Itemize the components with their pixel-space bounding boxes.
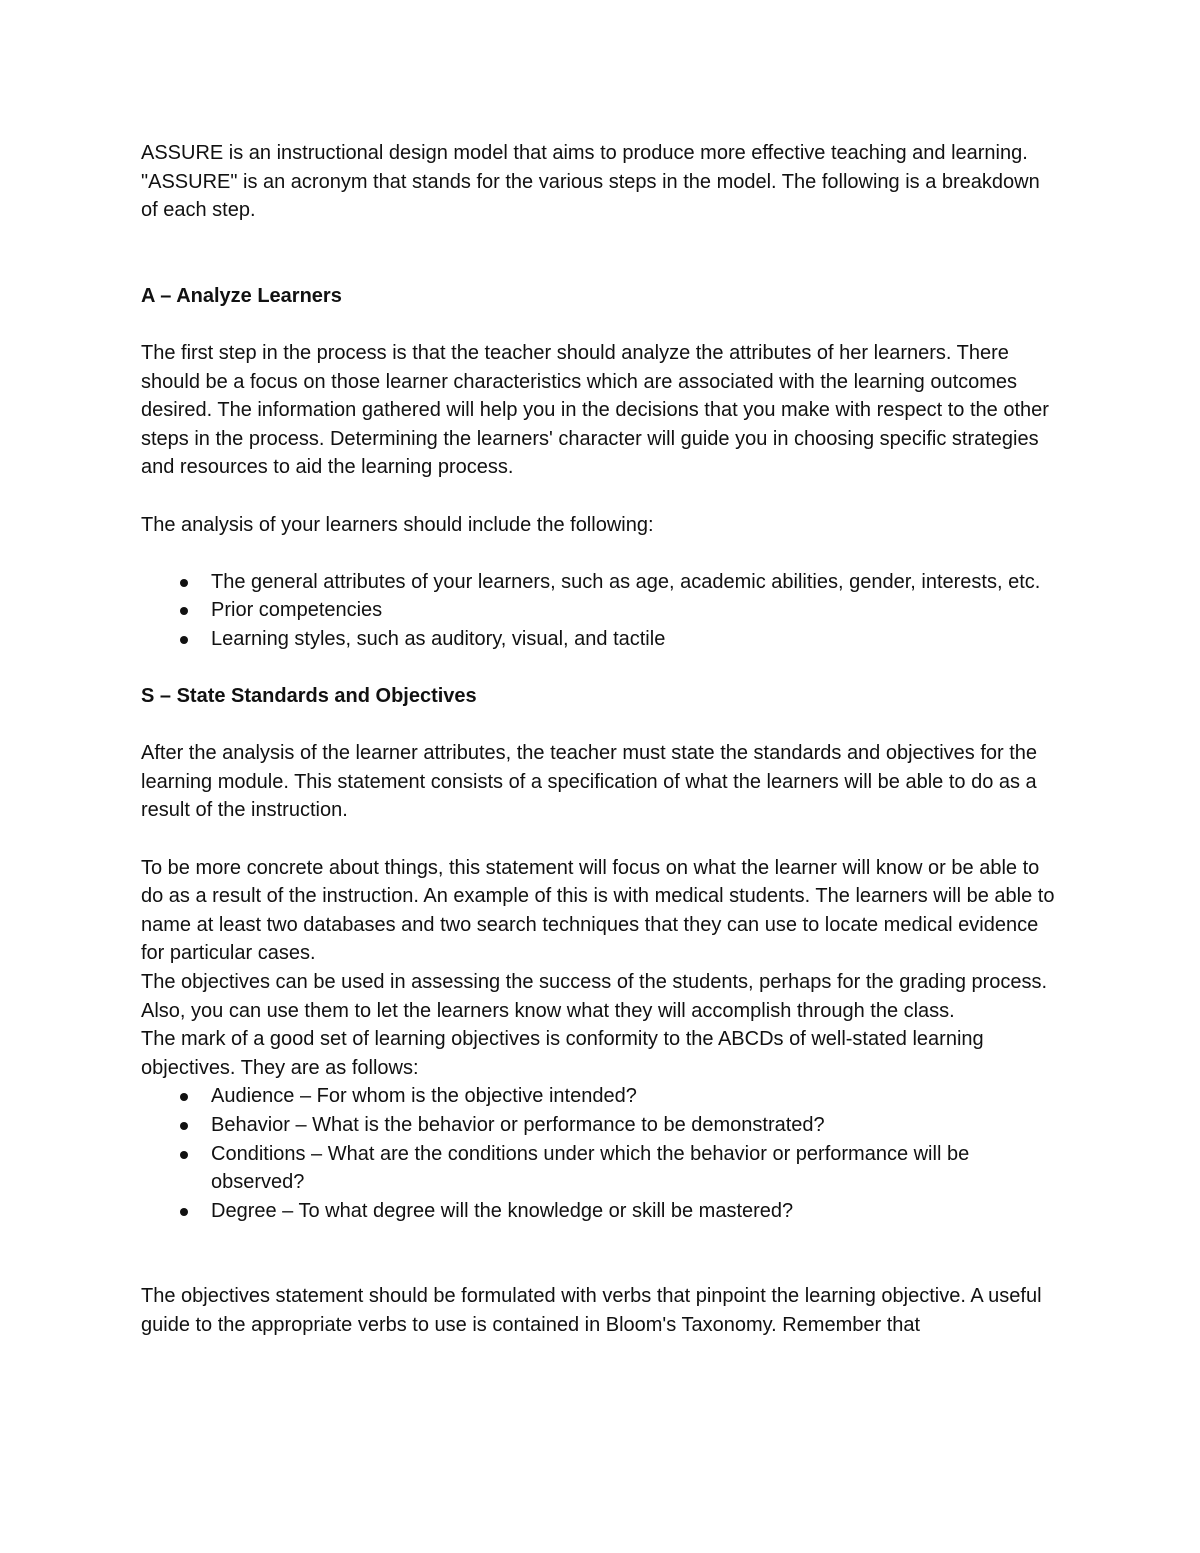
list-item: The general attributes of your learners, such as age, academic abilities, gender, interests, etc. — [141, 568, 1061, 597]
bullet-icon — [180, 1093, 188, 1101]
bullet-icon — [180, 1122, 188, 1130]
bullet-icon — [180, 636, 188, 644]
list-item: Conditions – What are the conditions under which the behavior or performance will be observed? — [141, 1140, 1061, 1197]
objectives-assessment-paragraph: The objectives can be used in assessing the success of the students, perhaps for the grading process. Also, you can use them to let the learners know what they will accomplish through the class. — [141, 971, 1048, 1022]
list-item: Prior competencies — [141, 596, 1061, 625]
state-standards-paragraph: After the analysis of the learner attributes, the teacher must state the standards and objectives for the learning module. This statement consists of a specification of what the learners will be able to do as a result of the instruction. — [141, 742, 1038, 822]
list-item: Audience – For whom is the objective intended? — [141, 1082, 1061, 1111]
intro-paragraph: ASSURE is an instructional design model that aims to produce more effective teaching and learning. "ASSURE" is an acronym that stands for the various steps in the model. The following is a breakdown of each step. — [141, 142, 1040, 222]
bullet-icon — [180, 1151, 188, 1159]
section-heading-state-standards: S – State Standards and Objectives — [141, 685, 477, 708]
concrete-example-paragraph: To be more concrete about things, this statement will focus on what the learner will know or be able to do as a result of the instruction. An example of this is with medical students. The learners will be able to name at least two databases and two search techniques that they can use to locate medical evidence for particular cases. — [141, 856, 1055, 965]
list-item: Behavior – What is the behavior or performance to be demonstrated? — [141, 1111, 1061, 1140]
abcd-list — [141, 1082, 1061, 1225]
verbs-paragraph: The objectives statement should be formulated with verbs that pinpoint the learning objective. A useful guide to the appropriate verbs to use is contained in Bloom's Taxonomy. Remember that — [141, 1285, 1042, 1336]
list-item: Degree – To what degree will the knowledge or skill be mastered? — [141, 1197, 1061, 1226]
bullet-icon — [180, 1208, 188, 1216]
section-heading-analyze-learners: A – Analyze Learners — [141, 284, 342, 307]
bullet-icon — [180, 579, 188, 587]
analysis-intro-paragraph: The analysis of your learners should include the following: — [141, 513, 654, 536]
learner-analysis-list — [141, 568, 1061, 654]
document-page — [141, 139, 1061, 1340]
list-item: Learning styles, such as auditory, visual, and tactile — [141, 625, 1061, 654]
analyze-learners-paragraph: The first step in the process is that the teacher should analyze the attributes of her learners. There should be a focus on those learner characteristics which are associated with the learning outcomes desired. The information gathered will help you in the decisions that you make with respect to the other steps in the process. Determining the learners' character will guide you in choosing specific strategies and resources to aid the learning process. — [141, 341, 1049, 479]
abcd-intro-paragraph: The mark of a good set of learning objectives is conformity to the ABCDs of well-stated learning objectives. They are as follows: — [141, 1028, 984, 1079]
bullet-icon — [180, 607, 188, 615]
